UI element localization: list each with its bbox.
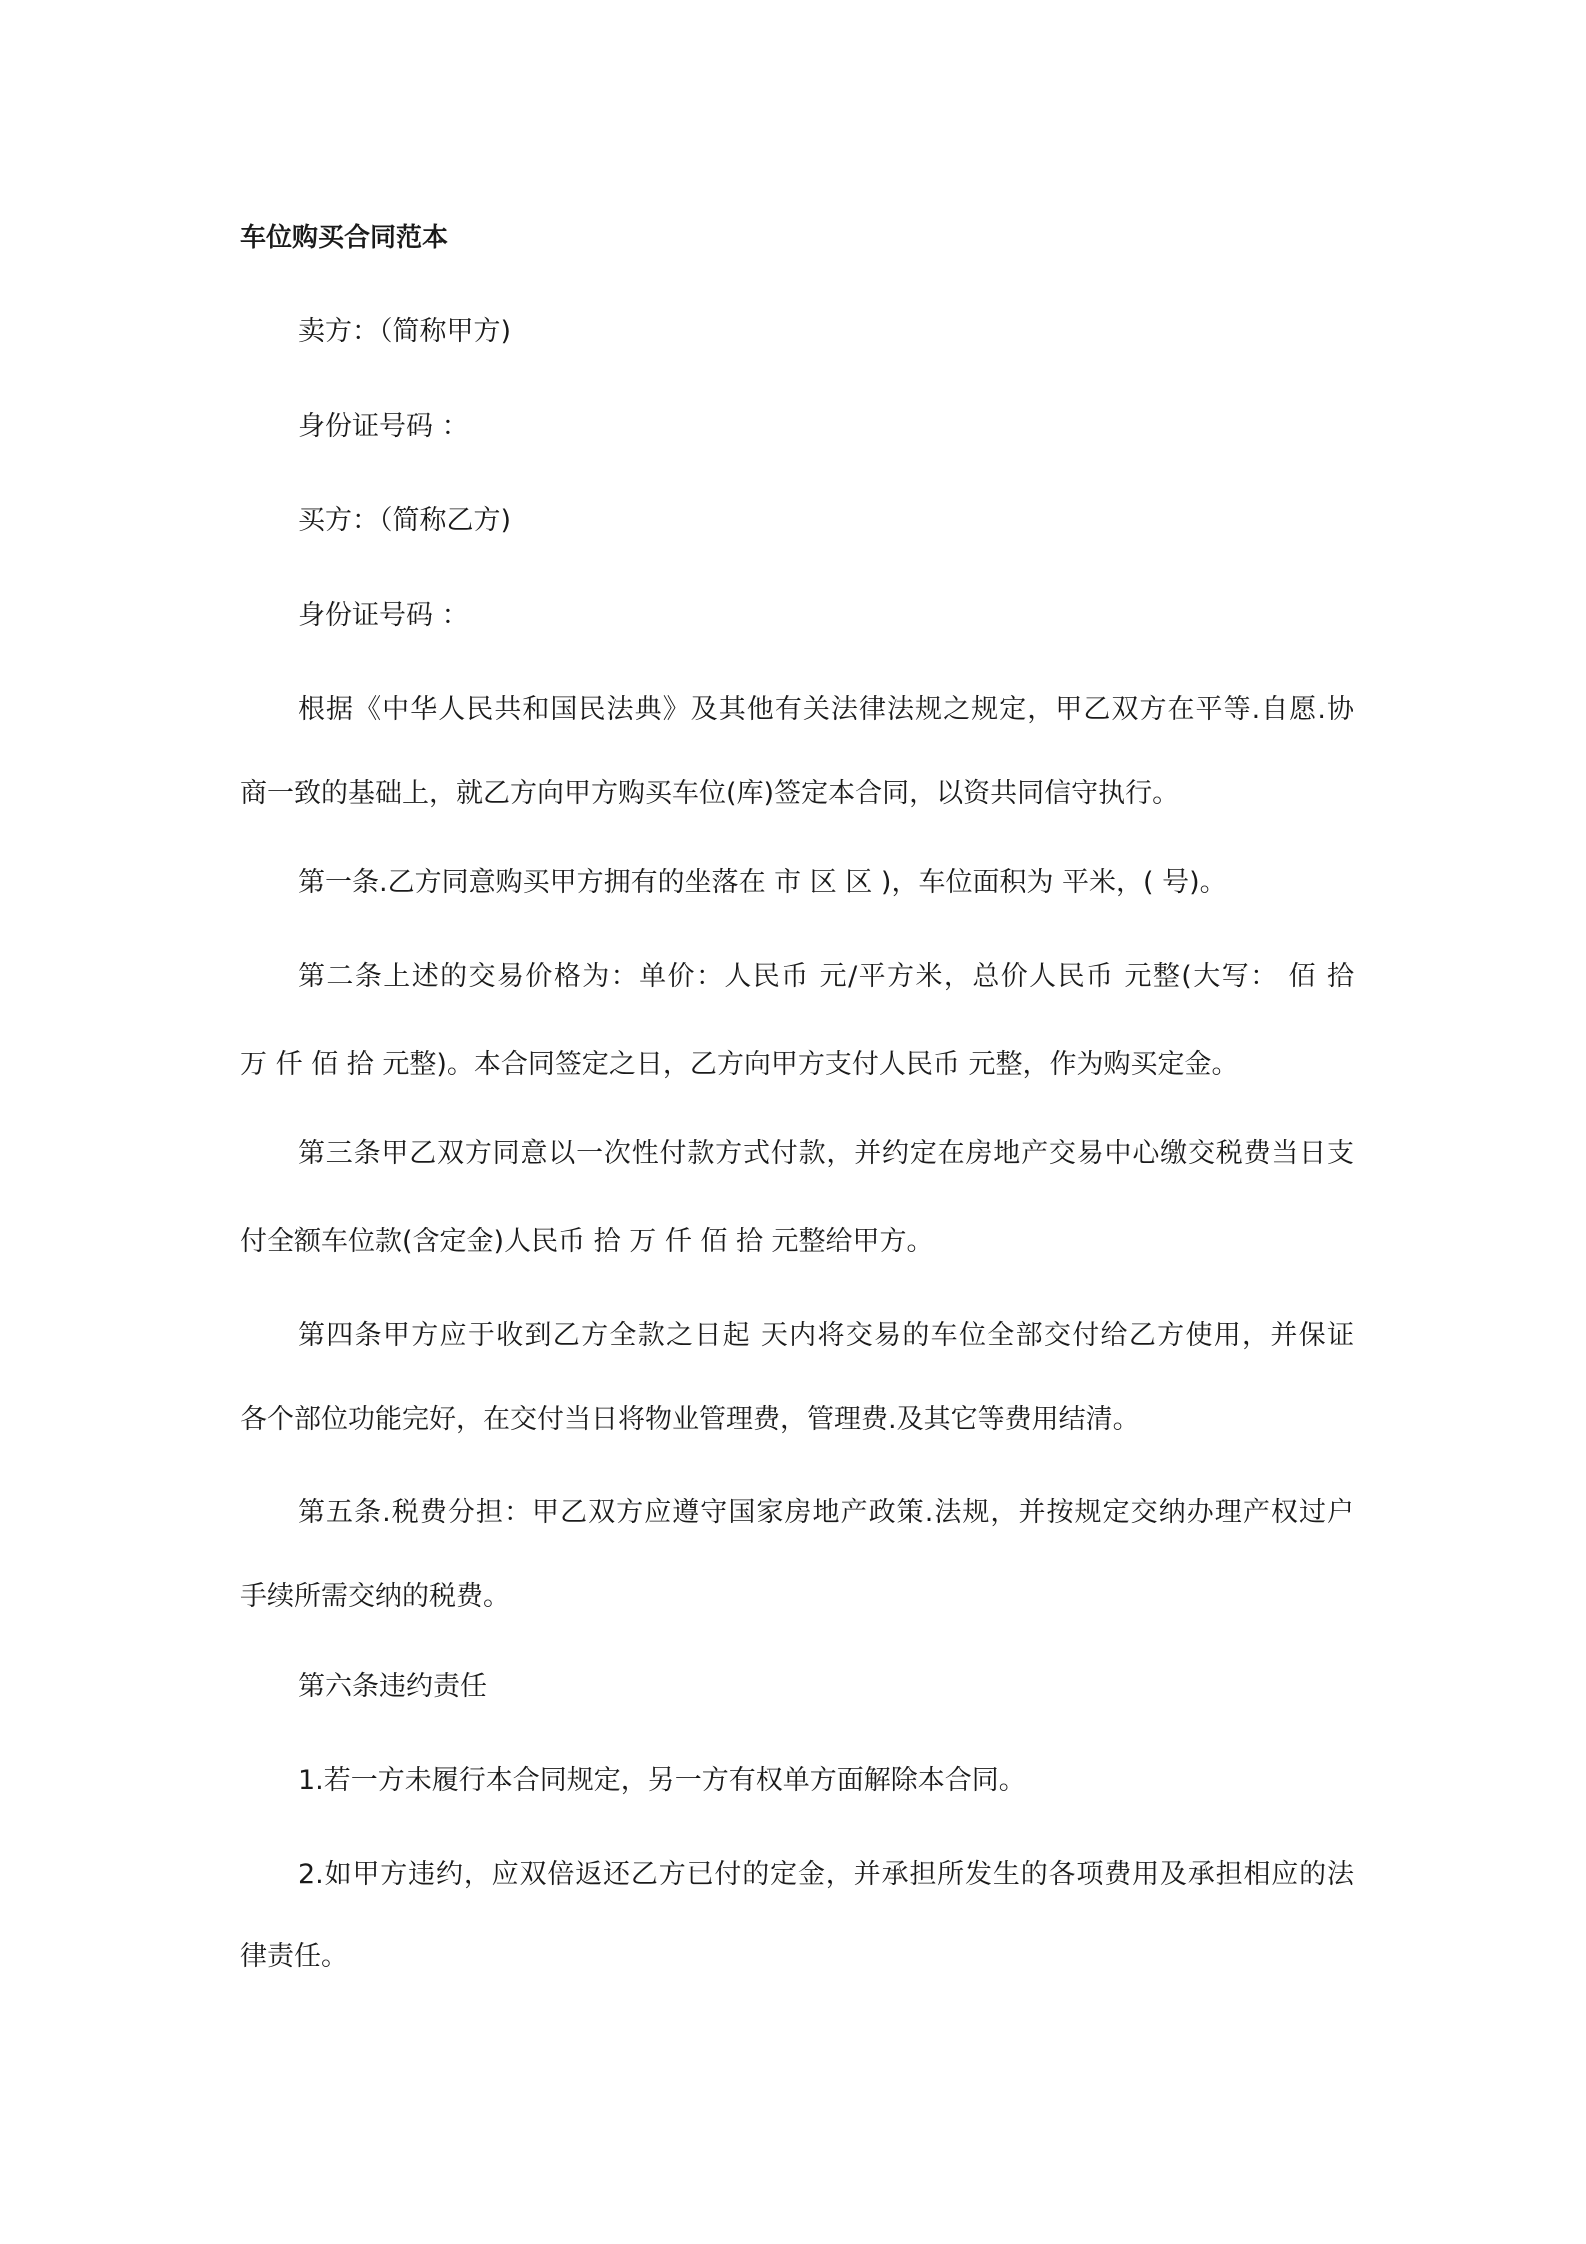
seller-line: 卖方：（简称甲方): [298, 316, 512, 347]
article-6-heading: 第六条违约责任: [298, 1671, 487, 1702]
buyer-line: 买方：（简称乙方): [298, 505, 512, 536]
seller-id-line: 身份证号码 ：: [298, 411, 469, 442]
document-title: 车位购买合同范本: [240, 223, 449, 253]
article-1-line: 第一条.乙方同意购买甲方拥有的坐落在 市 区 区 )，车位面积为 平米，( 号)。: [298, 867, 1227, 898]
preamble-line-2: 商一致的基础上，就乙方向甲方购买车位(库)签定本合同，以资共同信守执行。: [240, 778, 1180, 809]
clause-1-line: 1.若一方未履行本合同规定，另一方有权单方面解除本合同。: [298, 1765, 1026, 1796]
article-5-line-2: 手续所需交纳的税费。: [240, 1581, 510, 1612]
buyer-id-line: 身份证号码 ：: [298, 600, 469, 631]
article-3-line-2: 付全额车位款(含定金)人民币 拾 万 仟 佰 拾 元整给甲方。: [240, 1226, 934, 1257]
article-4-line-2: 各个部位功能完好，在交付当日将物业管理费，管理费.及其它等费用结清。: [240, 1404, 1140, 1435]
preamble-line-1: 根据《中华人民共和国民法典》及其他有关法律法规之规定，甲乙双方在平等.自愿.协: [298, 694, 1354, 725]
article-5-line-1: 第五条.税费分担：甲乙双方应遵守国家房地产政策.法规，并按规定交纳办理产权过户: [298, 1497, 1354, 1528]
clause-2-line-1: 2.如甲方违约，应双倍返还乙方已付的定金，并承担所发生的各项费用及承担相应的法: [298, 1859, 1354, 1890]
article-4-line-1: 第四条甲方应于收到乙方全款之日起 天内将交易的车位全部交付给乙方使用，并保证: [298, 1320, 1354, 1351]
article-2-line-1: 第二条上述的交易价格为：单价：人民币 元/平方米，总价人民币 元整(大写： 佰 拾: [298, 961, 1354, 992]
article-2-line-2: 万 仟 佰 拾 元整)。本合同签定之日，乙方向甲方支付人民币 元整，作为购买定金。: [240, 1049, 1239, 1080]
clause-2-line-2: 律责任。: [240, 1941, 348, 1972]
article-3-line-1: 第三条甲乙双方同意以一次性付款方式付款，并约定在房地产交易中心缴交税费当日支: [298, 1138, 1354, 1169]
